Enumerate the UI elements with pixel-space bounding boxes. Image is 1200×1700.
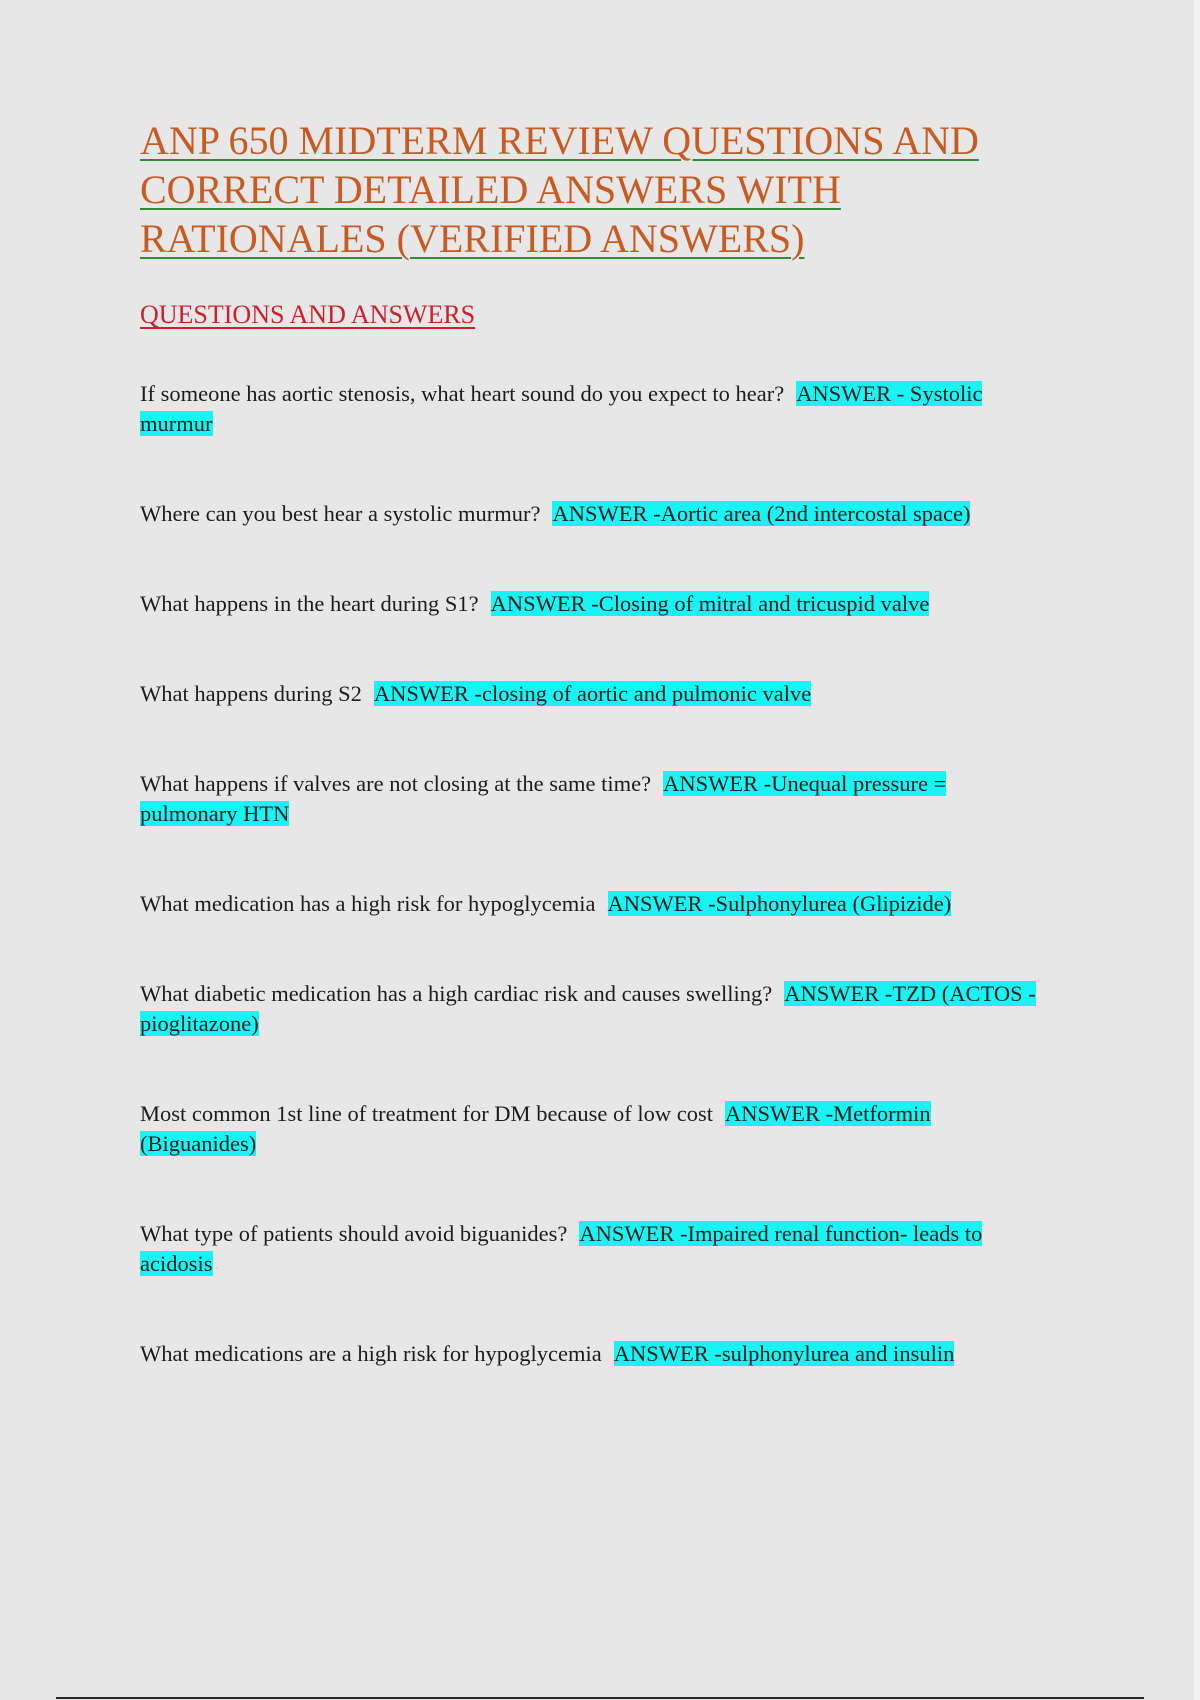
document-content (140, 116, 1040, 1369)
answer-text: ANSWER -Closing of mitral and tricuspid valve (490, 591, 930, 616)
answer-text: ANSWER -Metformin (Biguanides) (140, 1101, 931, 1156)
qa-item (140, 889, 1040, 919)
question-text: What type of patients should avoid biguanides? (140, 1221, 568, 1246)
question-text: If someone has aortic stenosis, what heart sound do you expect to hear? (140, 381, 785, 406)
answer-text: ANSWER - Systolic murmur (140, 381, 983, 436)
section-heading: QUESTIONS AND ANSWERS (140, 300, 476, 329)
qa-item (140, 679, 1040, 709)
question-text: Most common 1st line of treatment for DM because of low cost (140, 1101, 714, 1126)
question-text: Where can you best hear a systolic murmur? (140, 501, 541, 526)
answer-text: ANSWER -Impaired renal function- leads to acidosis (140, 1221, 983, 1276)
qa-item (140, 979, 1040, 1039)
answer-text: ANSWER -Unequal pressure = pulmonary HTN (140, 771, 947, 826)
answer-text: ANSWER -Aortic area (2nd intercostal space) (552, 501, 971, 526)
qa-item (140, 1219, 1040, 1279)
qa-item (140, 1099, 1040, 1159)
question-text: What medications are a high risk for hypoglycemia (140, 1341, 602, 1366)
question-text: What happens during S2 (140, 681, 362, 706)
qa-item (140, 1339, 1040, 1369)
qa-item (140, 589, 1040, 619)
answer-text: ANSWER -sulphonylurea and insulin (613, 1341, 955, 1366)
document-title: ANP 650 MIDTERM REVIEW QUESTIONS AND CORRECT DETAILED ANSWERS WITH RATIONALES (VERIFIED ANSWERS) (140, 118, 979, 261)
page-edge (1194, 0, 1200, 1700)
qa-item (140, 379, 1040, 439)
answer-text: ANSWER -TZD (ACTOS - pioglitazone) (140, 981, 1036, 1036)
answer-text: ANSWER -closing of aortic and pulmonic valve (373, 681, 812, 706)
question-text: What happens in the heart during S1? (140, 591, 479, 616)
question-text: What happens if valves are not closing at the same time? (140, 771, 652, 796)
qa-list (140, 379, 1040, 1369)
question-text: What diabetic medication has a high cardiac risk and causes swelling? (140, 981, 773, 1006)
footer-divider (56, 1697, 1144, 1699)
question-text: What medication has a high risk for hypoglycemia (140, 891, 596, 916)
qa-item (140, 499, 1040, 529)
answer-text: ANSWER -Sulphonylurea (Glipizide) (607, 891, 952, 916)
qa-item (140, 769, 1040, 829)
